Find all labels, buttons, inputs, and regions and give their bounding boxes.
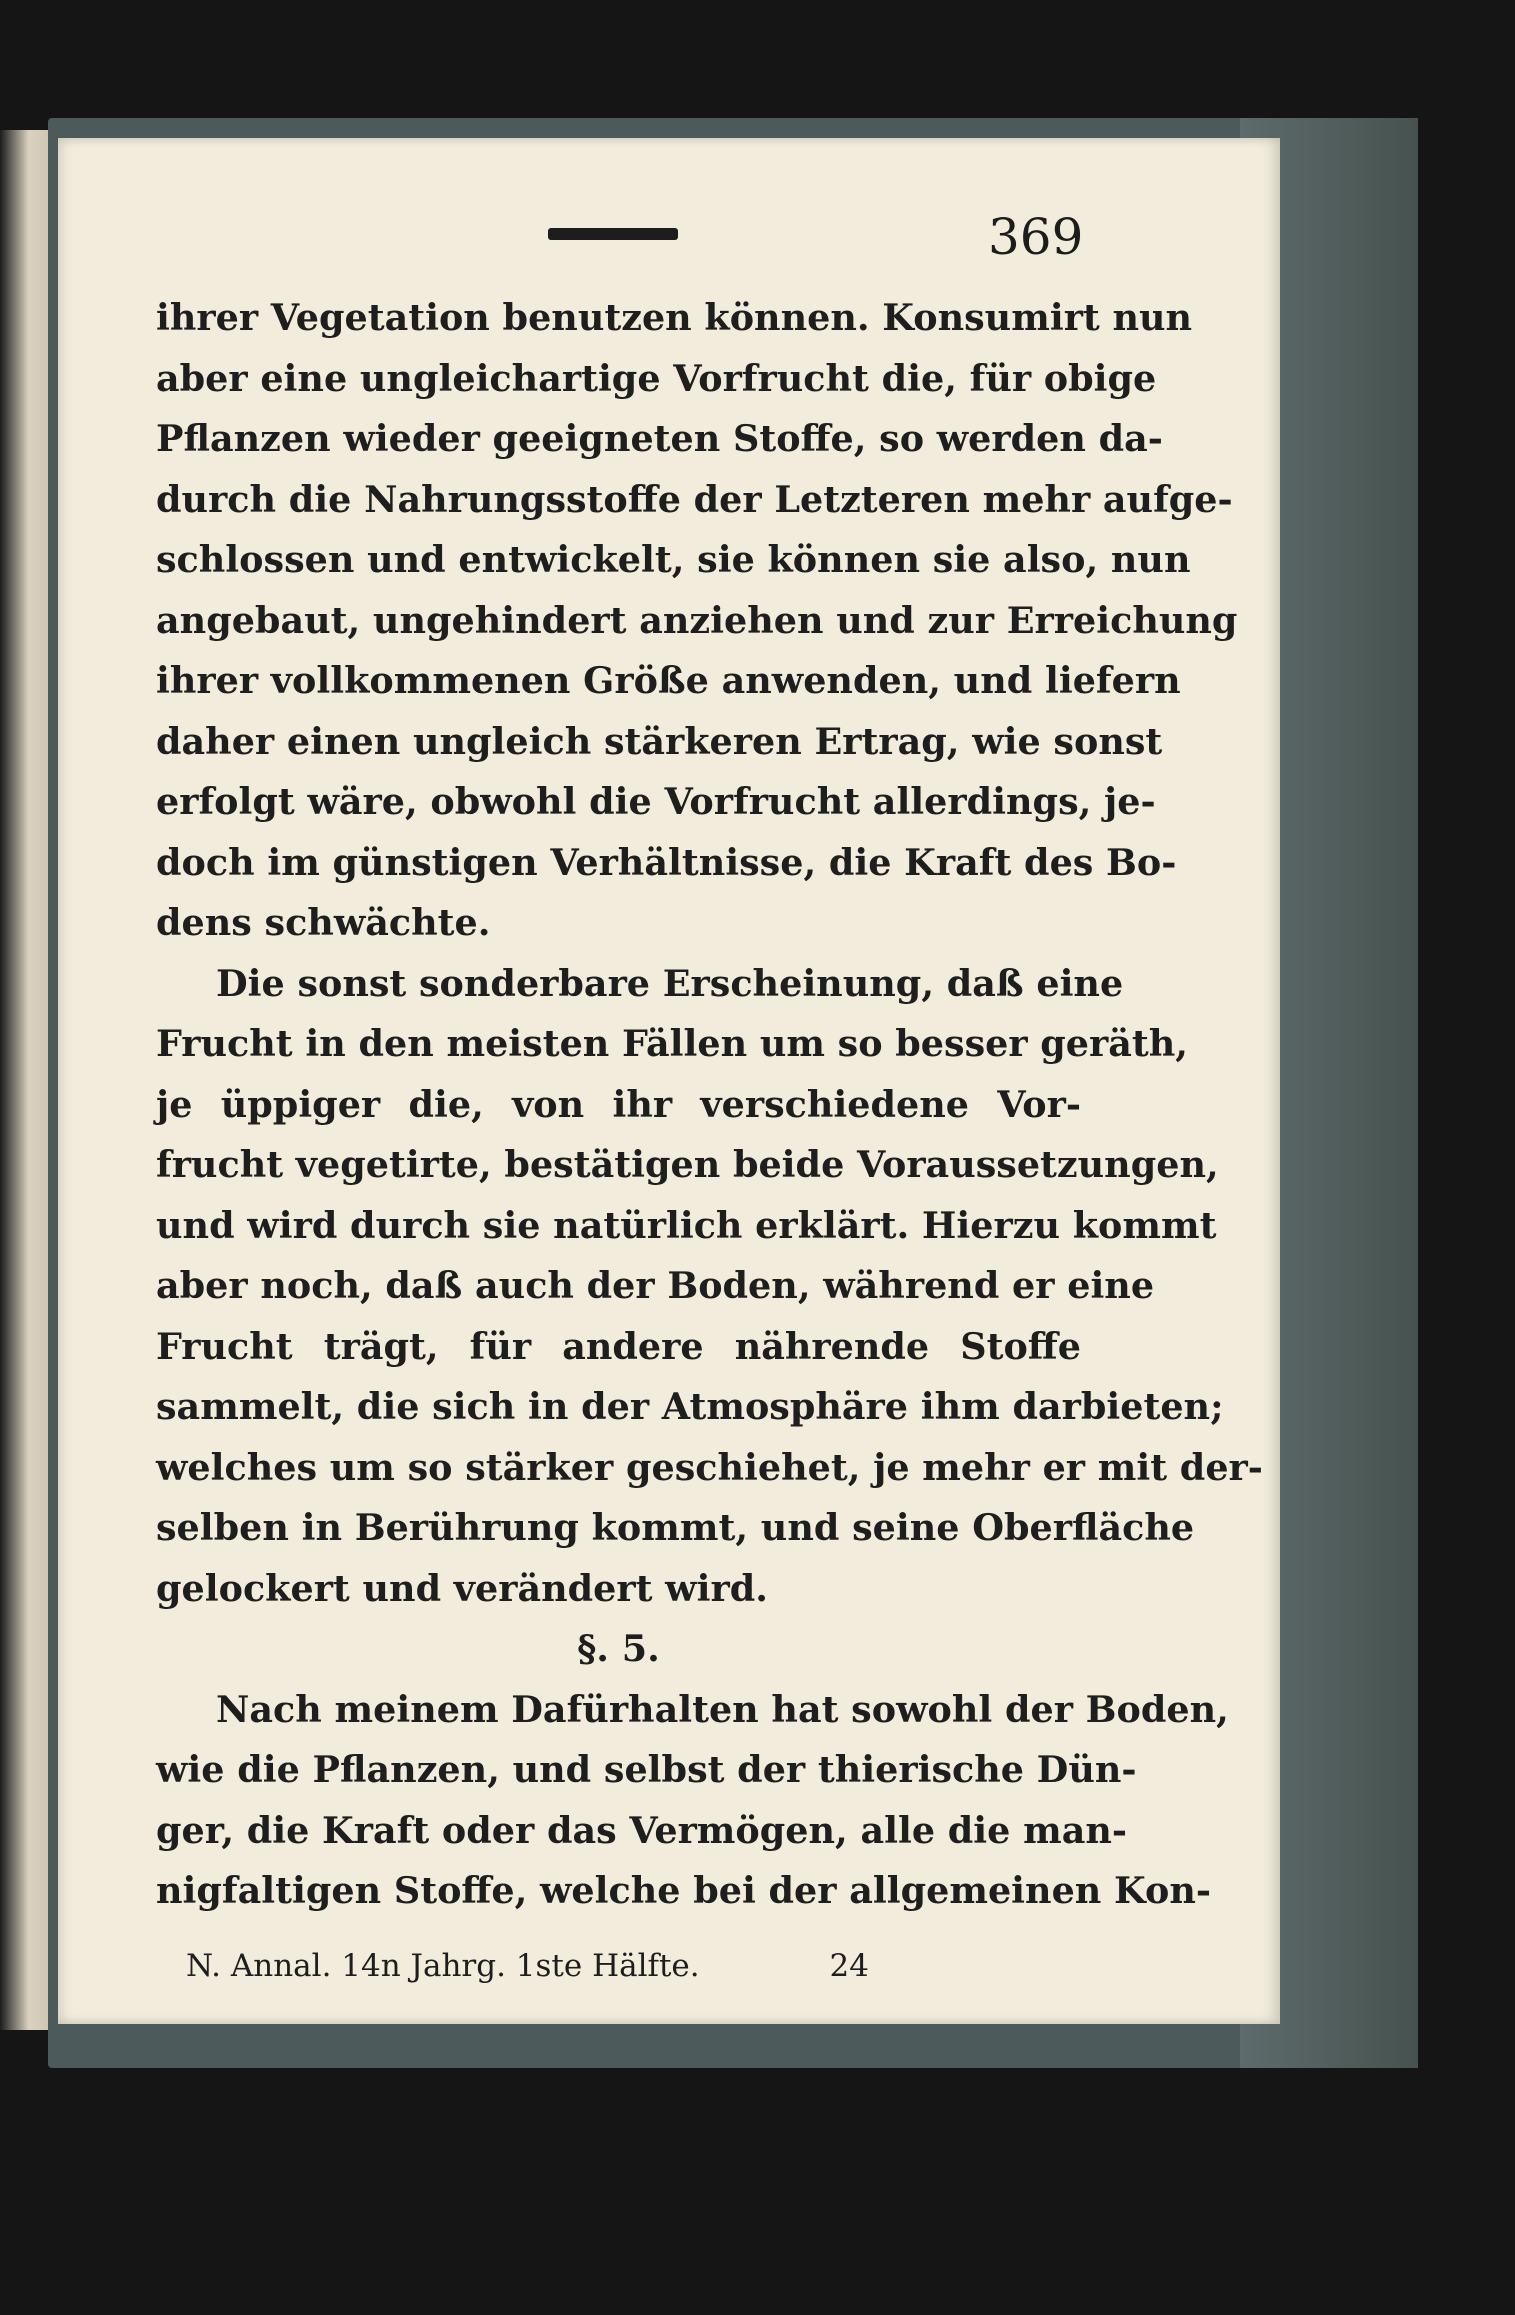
page-text [156,288,1263,1922]
text-line: aber eine ungleichartige Vorfrucht die, für obige [156,356,1157,400]
paragraph-start-line: Nach meinem Dafürhalten hat sowohl der Boden, [216,1687,1229,1731]
text-line: selben in Berührung kommt, und seine Oberfläche [156,1506,1195,1549]
text-line: frucht vegetirte, bestätigen beide Voraussetzungen, [156,1143,1219,1186]
text-line: daher einen ungleich stärkeren Ertrag, wie sonst [156,719,1163,763]
text-line: dens schwächte. [156,901,491,944]
book-page [58,138,1280,2024]
text-line: schlossen und entwickelt, sie können sie also, nun [156,538,1191,581]
text-line: erfolgt wäre, obwohl die Vorfrucht allerdings, je- [156,780,1156,823]
text-line: nigfaltigen Stoffe, welche bei der allgemeinen Kon- [156,1869,1212,1912]
text-line: Pflanzen wieder geeigneten Stoffe, so werden da- [156,417,1163,460]
text-line: je üppiger die, von ihr verschiedene Vor- [156,1082,1081,1126]
text-line: durch die Nahrungsstoffe der Letzteren mehr aufge- [156,477,1233,521]
paragraph-start-line: Die sonst sonderbare Erscheinung, daß eine [216,961,1124,1005]
text-line: gelockert und verändert wird. [156,1566,768,1610]
text-line: wie die Pflanzen, und selbst der thierische Dün- [156,1748,1137,1791]
text-line: sammelt, die sich in der Atmosphäre ihm darbieten; [156,1385,1224,1428]
text-line: Frucht trägt, für andere nährende Stoffe [156,1324,1081,1368]
text-line: angebaut, ungehindert anziehen und zur Erreichung [156,598,1238,642]
page-footer [186,1948,1086,1984]
text-line: Frucht in den meisten Fällen um so besser geräth, [156,1022,1189,1065]
page-number: 369 [988,208,1084,266]
text-line: ihrer vollkommenen Größe anwenden, und liefern [156,659,1181,702]
footer-imprint: N. Annal. 14n Jahrg. 1ste Hälfte. [186,1948,700,1984]
section-heading: §. 5. [577,1627,660,1670]
text-line: ihrer Vegetation benutzen können. Konsumirt nun [156,296,1193,339]
signature-mark: 24 [829,1948,869,1984]
text-line: doch im günstigen Verhältnisse, die Kraft des Bo- [156,840,1177,884]
text-line: welches um so stärker geschiehet, je mehr er mit der- [156,1445,1263,1489]
text-line: und wird durch sie natürlich erklärt. Hierzu kommt [156,1203,1217,1247]
left-page-edge [0,130,48,2030]
text-line: aber noch, daß auch der Boden, während er eine [156,1264,1155,1307]
header-ornament [548,228,678,240]
text-line: ger, die Kraft oder das Vermögen, alle die man- [156,1808,1128,1852]
